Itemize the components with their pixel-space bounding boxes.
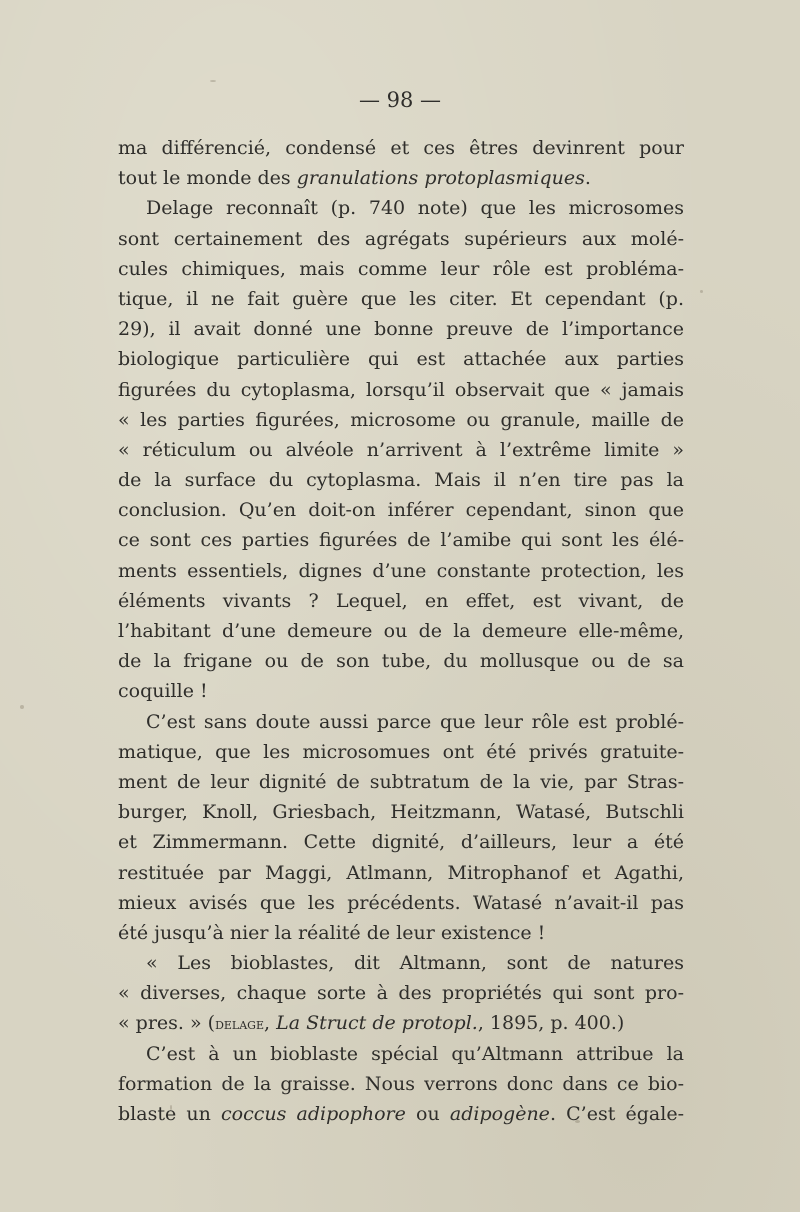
text-run: ments essentiels, dignes d’une constante protection, les bbox=[118, 559, 684, 582]
text-line bbox=[118, 254, 684, 284]
text-run: restituée par Maggi, Atlmann, Mitrophanof et Agathi, bbox=[118, 861, 684, 884]
text-run: blaste un bbox=[118, 1103, 221, 1125]
text-line bbox=[118, 707, 684, 737]
text-run: tout le monde des bbox=[118, 167, 297, 190]
italic-text: coccus adipophore bbox=[221, 1103, 406, 1125]
text-run: C’est à un bioblaste spécial qu’Altmann attribue la bbox=[146, 1042, 684, 1065]
text-line bbox=[118, 556, 684, 586]
text-run: conclusion. Qu’en doit-on inférer cependant, sinon que bbox=[118, 499, 684, 522]
text-run: tique, il ne fait guère que les citer. Et cependant (p. bbox=[118, 287, 684, 310]
text-line bbox=[118, 797, 684, 827]
text-line bbox=[118, 676, 684, 706]
text-line bbox=[118, 948, 684, 978]
text-line bbox=[118, 495, 684, 525]
text-run: burger, Knoll, Griesbach, Heitzmann, Watasé, Butschli bbox=[118, 801, 684, 824]
text-run: « diverses, chaque sorte à des propriétés qui sont pro- bbox=[118, 982, 684, 1005]
italic-text: La Struct de protopl. bbox=[276, 1012, 478, 1035]
text-line bbox=[118, 344, 684, 374]
text-run: formation de la graisse. Nous verrons donc dans ce bio- bbox=[118, 1072, 684, 1095]
body-text bbox=[118, 133, 684, 1129]
text-run: de la surface du cytoplasma. Mais il n’en tire pas la bbox=[118, 469, 684, 492]
text-line bbox=[118, 1008, 684, 1038]
text-line bbox=[118, 163, 684, 193]
italic-text: adipogène bbox=[449, 1103, 550, 1125]
text-line bbox=[118, 767, 684, 797]
text-run: matique, que les microsomues ont été privés gratuite- bbox=[118, 740, 684, 763]
page-number: — 98 — bbox=[358, 88, 442, 112]
italic-text: granulations protoplasmiques bbox=[296, 167, 585, 190]
text-run: et Zimmermann. Cette dignité, d’ailleurs, leur a été bbox=[118, 831, 684, 854]
text-line bbox=[118, 978, 684, 1008]
text-run: 29), il avait donné une bonne preuve de l’importance bbox=[118, 318, 684, 341]
text-line bbox=[118, 1069, 684, 1099]
text-line bbox=[118, 314, 684, 344]
text-line bbox=[118, 375, 684, 405]
text-line bbox=[118, 284, 684, 314]
text-run: Delage reconnaît (p. 740 note) que les microsomes bbox=[146, 197, 684, 220]
text-run: « les parties figurées, microsome ou granule, maille de bbox=[118, 408, 684, 431]
text-run: . C’est égale- bbox=[549, 1103, 684, 1125]
text-run: , bbox=[263, 1012, 277, 1035]
text-line bbox=[118, 616, 684, 646]
small-caps-text: delage bbox=[215, 1014, 264, 1034]
text-run: de la frigane ou de son tube, du mollusque ou de sa bbox=[118, 650, 684, 673]
text-run: cules chimiques, mais comme leur rôle est probléma- bbox=[118, 257, 684, 280]
text-run: mieux avisés que les précédents. Watasé n’avait-il pas bbox=[118, 891, 684, 914]
text-line bbox=[118, 1099, 684, 1129]
text-line bbox=[118, 737, 684, 767]
text-line bbox=[118, 525, 684, 555]
text-run: C’est sans doute aussi parce que leur rôle est problé- bbox=[146, 710, 684, 733]
text-line bbox=[118, 133, 684, 163]
text-run: « réticulum ou alvéole n’arrivent à l’extrême limite » bbox=[118, 438, 684, 461]
text-line bbox=[118, 435, 684, 465]
text-run: ce sont ces parties figurées de l’amibe qui sont les élé- bbox=[118, 529, 684, 552]
text-run: l’habitant d’une demeure ou de la demeure elle-même, bbox=[118, 620, 684, 642]
paper-speck bbox=[20, 705, 24, 709]
text-run: . bbox=[584, 167, 591, 190]
text-line bbox=[118, 858, 684, 888]
text-run: figurées du cytoplasma, lorsqu’il observait que « jamais bbox=[118, 378, 684, 401]
text-line bbox=[118, 405, 684, 435]
text-run: ma différencié, condensé et ces êtres devinrent pour bbox=[118, 137, 684, 159]
text-line bbox=[118, 1039, 684, 1069]
text-line bbox=[118, 888, 684, 918]
text-line bbox=[118, 193, 684, 223]
text-line bbox=[118, 465, 684, 495]
paper-speck bbox=[210, 80, 216, 82]
text-run: « pres. » ( bbox=[118, 1012, 216, 1035]
text-run: , 1895, p. 400.) bbox=[477, 1012, 625, 1035]
text-run: coquille ! bbox=[118, 680, 208, 703]
text-run: sont certainement des agrégats supérieurs aux molé- bbox=[118, 227, 684, 250]
text-run: ment de leur dignité de subtratum de la vie, par Stras- bbox=[118, 770, 684, 793]
text-line bbox=[118, 646, 684, 676]
paper-speck bbox=[700, 290, 703, 293]
text-line bbox=[118, 224, 684, 254]
text-line bbox=[118, 586, 684, 616]
text-line bbox=[118, 918, 684, 948]
text-line bbox=[118, 827, 684, 857]
text-run: ou bbox=[405, 1103, 450, 1125]
text-run: été jusqu’à nier la réalité de leur existence ! bbox=[118, 921, 546, 944]
text-run: « Les bioblastes, dit Altmann, sont de natures bbox=[146, 952, 684, 975]
text-run: éléments vivants ? Lequel, en effet, est vivant, de bbox=[118, 589, 684, 612]
text-run: biologique particulière qui est attachée aux parties bbox=[118, 348, 684, 371]
